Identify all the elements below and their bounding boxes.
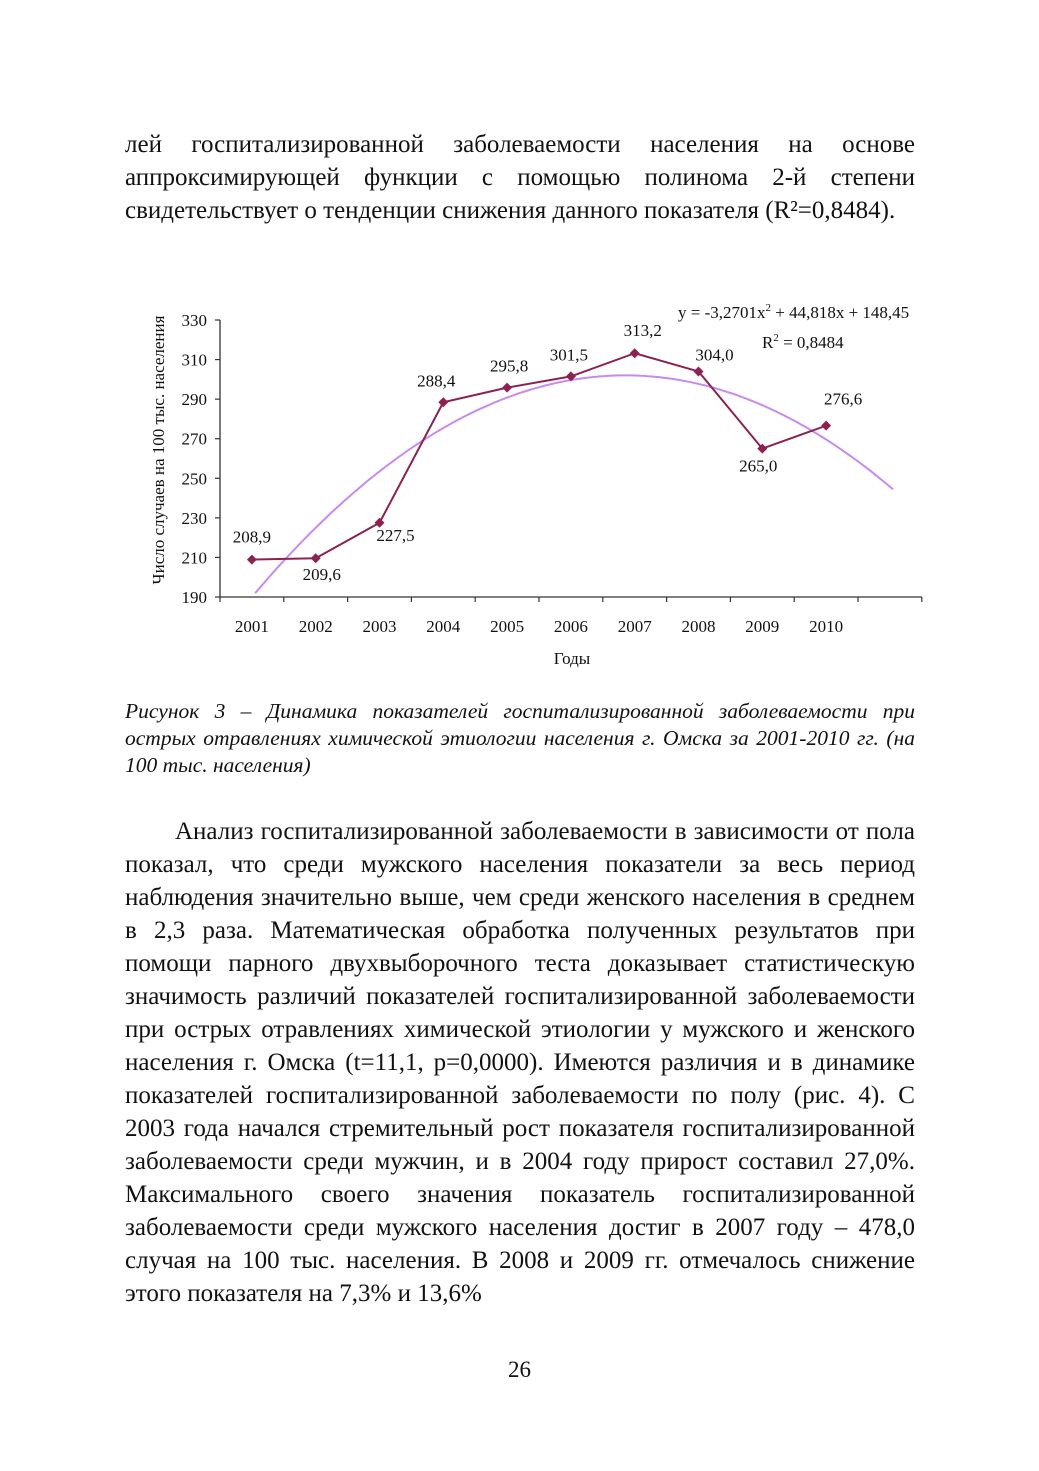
x-tick-label: 2009 [745,617,780,636]
y-tick-label: 330 [181,311,207,330]
x-tick-label: 2010 [809,617,844,636]
trend-equation: $y = -3,2701x^2 + 44,818x + 148,45$ [678,302,910,322]
chart [140,290,940,685]
x-tick-label: 2001 [234,617,269,636]
x-ticks [220,597,922,636]
figure-caption: Рисунок 3 – Динамика показателей госпитализированной заболеваемости при острых отравлениях химической этиологии населения г. Омска за 2001-2010 гг. (на 100 тыс. населения) [125,699,915,777]
x-tick-label: 2008 [681,617,716,636]
data-label: 227,5 [376,525,415,545]
data-point [502,383,512,393]
x-axis-label: Годы [553,649,591,668]
data-point [821,421,831,431]
x-tick-label: 2003 [362,617,397,636]
x-tick-label: 2007 [617,617,652,636]
data-point [438,397,448,407]
y-axis-label: Число случаев на 100 тыс. населения [149,315,168,585]
data-label: 288,4 [417,371,456,391]
trendline [255,375,893,593]
x-tick-label: 2006 [553,617,588,636]
y-tick-label: 310 [181,350,207,370]
page-number: 26 [508,1357,531,1382]
paragraph-top: лей госпитализированной заболеваемости населения на основе аппроксимирующей функции с помощью полинома 2-й степени свидетельствует о тенденции снижения данного показателя (R²=0,8484). [125,131,915,224]
y-tick-label: 290 [181,390,207,410]
y-tick-label: 270 [181,429,207,449]
x-tick-label: 2002 [298,617,333,636]
y-ticks [182,311,221,607]
y-tick-label: 210 [181,548,207,568]
data-label: 313,2 [623,321,662,341]
y-tick-label: 250 [181,469,207,489]
x-tick-label: 2005 [490,617,525,636]
data-point [247,555,257,565]
data-label: 209,6 [302,565,341,585]
data-label: 265,0 [739,456,778,476]
data-label: 208,9 [232,527,272,547]
y-tick-label: 190 [181,588,207,607]
data-labels [233,321,862,584]
y-tick-label: 230 [181,508,207,528]
data-point [630,348,640,358]
data-label: 301,5 [549,345,589,365]
data-point [311,553,321,563]
data-label: 276,6 [823,389,863,409]
paragraph-bottom: Анализ госпитализированной заболеваемости в зависимости от пола показал, что среди мужского населения показатели за весь период наблюдения значительно выше, чем среди женского населения в среднем в 2,3 раза. Математическая обработка полученных результатов при помощи парного двухвыборочного теста доказывает статистическую значимость различий показателей госпитализированной заболеваемости при острых отравлениях химической этиологии у мужского и женского населения г. Омска (t=11,1, p=0,0000). Имеются различия и в динамике показателей госпитализированной заболеваемости по полу (рис. 4). С 2003 года начался стремительный рост показателя госпитализированной заболеваемости среди мужчин, и в 2004 году прирост составил 27,0%. Максимального своего значения показатель госпитализированной заболеваемости среди мужского населения достиг в 2007 году – 478,0 случая на 100 тыс. населения. В 2008 и 2009 гг. отмечалось снижение этого показателя на 7,3% и 13,6% [125,818,915,1307]
data-label: 295,8 [489,356,529,376]
trend-r2: $R^2 = 0,8484$ [762,332,844,352]
x-tick-label: 2004 [426,617,461,636]
data-label: 304,0 [695,345,734,365]
